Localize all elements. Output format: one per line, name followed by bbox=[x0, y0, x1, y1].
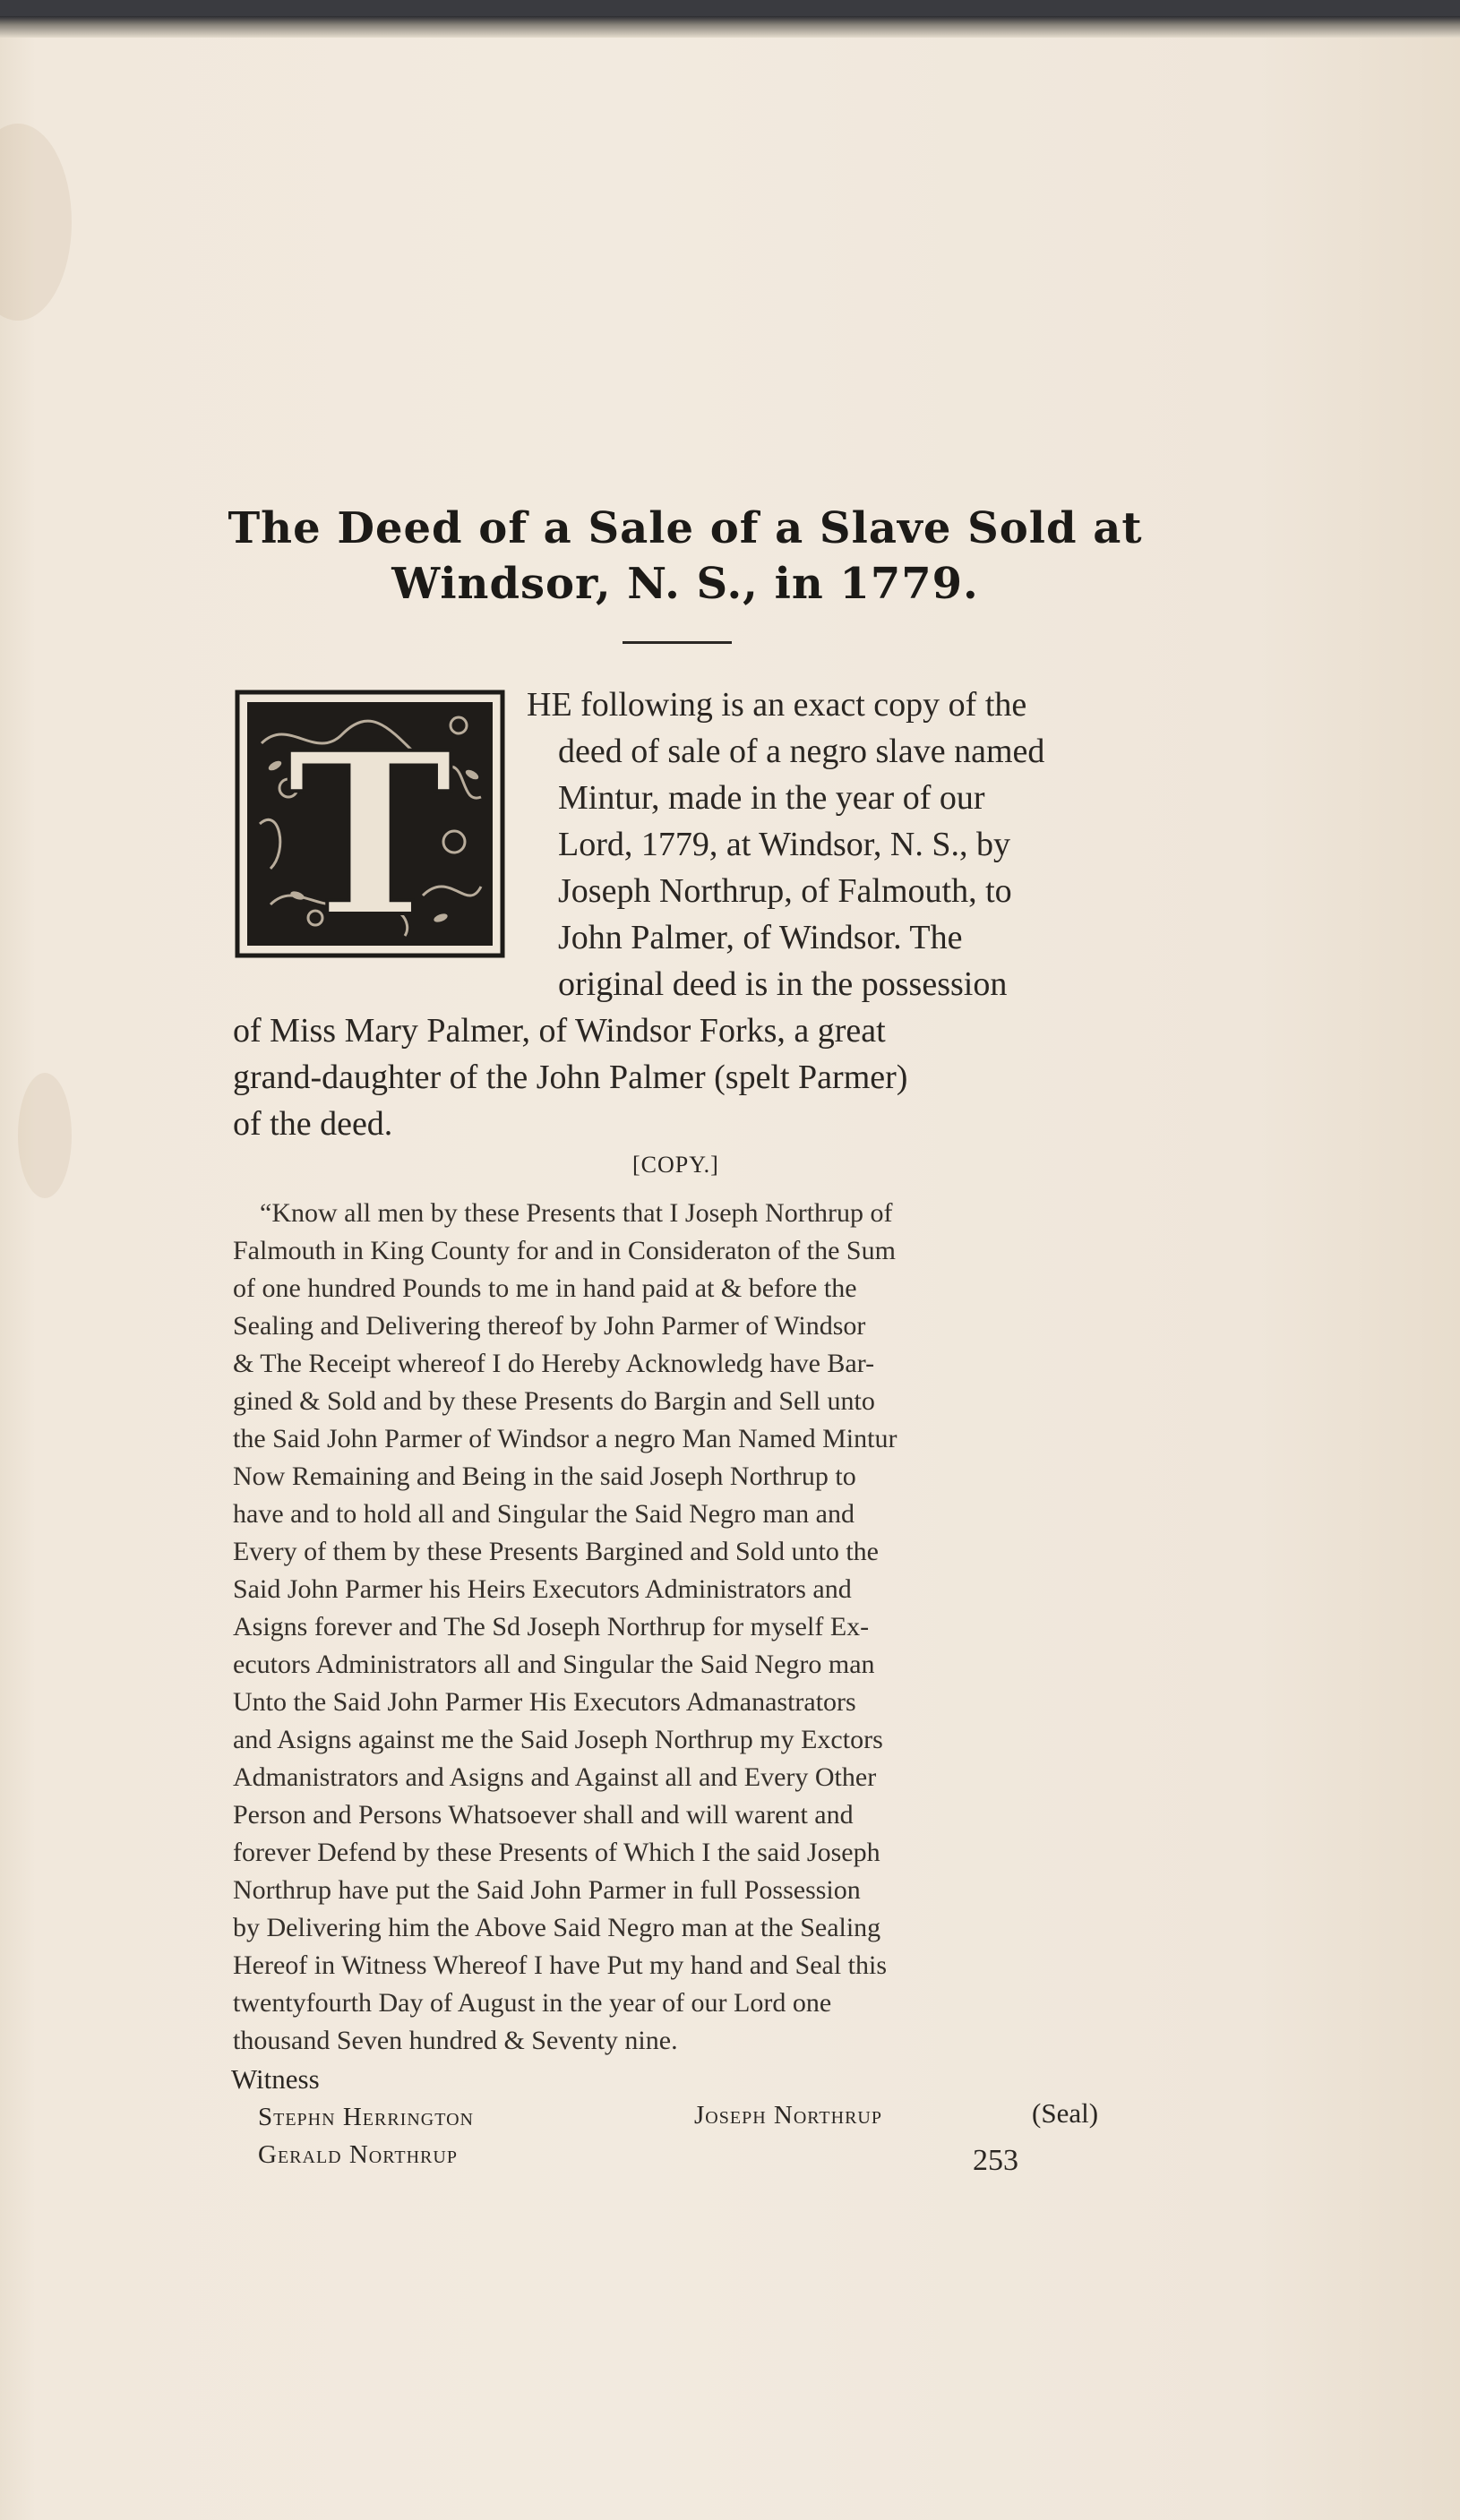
deed-line: forever Defend by these Presents of Which I the said Joseph bbox=[233, 1838, 880, 1867]
ornamental-dropcap-t-icon bbox=[235, 690, 505, 958]
deed-line: Person and Persons Whatsoever shall and will warent and bbox=[233, 1800, 854, 1830]
witness-label: Witness bbox=[231, 2063, 320, 2095]
deed-line: by Delivering him the Above Said Negro man at the Sealing bbox=[233, 1913, 881, 1942]
deed-line: twentyfourth Day of August in the year of our Lord one bbox=[233, 1988, 832, 2018]
deed-line: the Said John Parmer of Windsor a negro Man Named Mintur bbox=[233, 1424, 897, 1453]
deed-line: of one hundred Pounds to me in hand paid at & before the bbox=[233, 1273, 857, 1303]
intro-line: original deed is in the possession bbox=[558, 965, 1008, 1003]
intro-line: Joseph Northrup, of Falmouth, to bbox=[558, 872, 1012, 910]
intro-line: deed of sale of a negro slave named bbox=[558, 733, 1045, 770]
copy-label: [COPY.] bbox=[632, 1152, 719, 1178]
paper-stain bbox=[0, 124, 72, 321]
intro-line: HE following is an exact copy of the bbox=[527, 686, 1027, 724]
deed-line: Now Remaining and Being in the said Joseph Northrup to bbox=[233, 1461, 856, 1491]
deed-line: Asigns forever and The Sd Joseph Northrup for myself Ex- bbox=[233, 1612, 870, 1641]
page-title-line-2: Windsor, N. S., in 1779. bbox=[391, 559, 979, 609]
deed-line: ecutors Administrators all and Singular the Said Negro man bbox=[233, 1650, 875, 1679]
deed-line: “Know all men by these Presents that I Joseph Northrup of bbox=[260, 1198, 893, 1228]
svg-text:T: T bbox=[286, 703, 454, 958]
witness-name: Gerald Northrup bbox=[258, 2140, 458, 2169]
deed-line: have and to hold all and Singular the Said Negro man and bbox=[233, 1499, 855, 1529]
intro-line: grand-daughter of the John Palmer (spelt Parmer) bbox=[233, 1059, 908, 1096]
intro-line: Lord, 1779, at Windsor, N. S., by bbox=[558, 826, 1011, 863]
deed-line: gined & Sold and by these Presents do Bargin and Sell unto bbox=[233, 1386, 875, 1416]
witness-name: Stephn Herrington bbox=[258, 2103, 474, 2131]
page-number: 253 bbox=[973, 2144, 1018, 2177]
book-page bbox=[0, 16, 1460, 2520]
deed-line: Falmouth in King County for and in Consideraton of the Sum bbox=[233, 1236, 896, 1265]
deed-line: & The Receipt whereof I do Hereby Acknowledg have Bar- bbox=[233, 1349, 875, 1378]
deed-line: Northrup have put the Said John Parmer in full Possession bbox=[233, 1875, 861, 1905]
intro-line: Mintur, made in the year of our bbox=[558, 779, 985, 817]
deed-line: Admanistrators and Asigns and Against all and Every Other bbox=[233, 1762, 877, 1792]
title-divider bbox=[623, 641, 732, 644]
page-top-edge bbox=[0, 16, 1460, 38]
deed-line: Sealing and Delivering thereof by John Parmer of Windsor bbox=[233, 1311, 866, 1341]
deed-line: Said John Parmer his Heirs Executors Administrators and bbox=[233, 1574, 852, 1604]
intro-line: John Palmer, of Windsor. The bbox=[558, 919, 963, 956]
paper-stain bbox=[18, 1073, 72, 1198]
deed-line: and Asigns against me the Said Joseph Northrup my Exctors bbox=[233, 1725, 883, 1754]
deed-line: Every of them by these Presents Bargined and Sold unto the bbox=[233, 1537, 879, 1566]
seal-label: (Seal) bbox=[1032, 2097, 1099, 2129]
deed-line: Hereof in Witness Whereof I have Put my hand and Seal this bbox=[233, 1950, 888, 1980]
deed-line: thousand Seven hundred & Seventy nine. bbox=[233, 2026, 678, 2055]
page-title-line-1: The Deed of a Sale of a Slave Sold at bbox=[228, 503, 1143, 553]
deed-line: Unto the Said John Parmer His Executors Admanastrators bbox=[233, 1687, 856, 1717]
signer-name: Joseph Northrup bbox=[694, 2101, 882, 2130]
intro-line: of the deed. bbox=[233, 1105, 393, 1143]
intro-line: of Miss Mary Palmer, of Windsor Forks, a great bbox=[233, 1012, 886, 1050]
